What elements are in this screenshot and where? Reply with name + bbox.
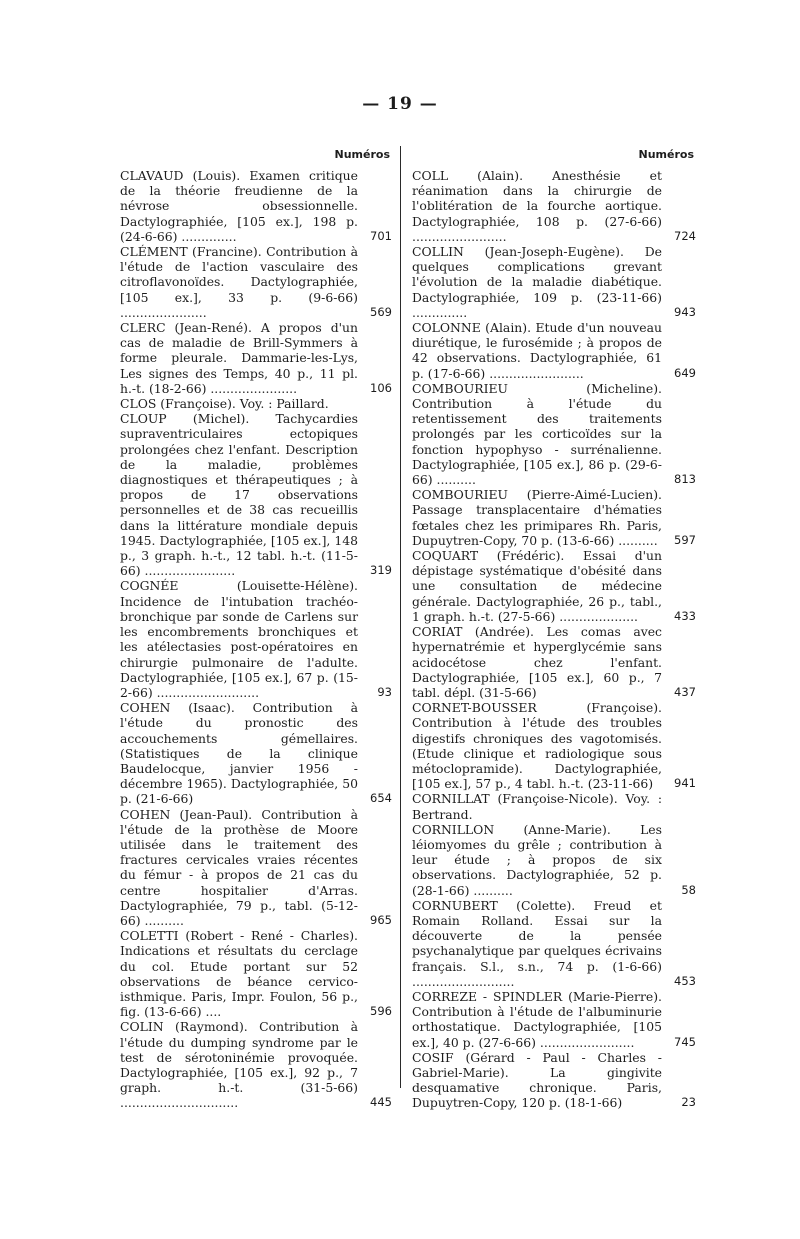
bibliography-entry (120, 928, 392, 1019)
entry-number: 437 (674, 684, 696, 699)
entry-number: 106 (370, 380, 392, 395)
bibliography-entry (120, 700, 392, 806)
entry-text: COGNÉE (Louisette-Hélène). Incidence de l'intubation trachéo-bronchique par sonde de Carlens sur les encombrements bronchiques et les atélectasies post-opératoires en chirurgie pulmonaire de l'adulte. Dactylographiée, [105 ex.], 67 p. (15-2-66) .......................... (120, 578, 358, 700)
entry-text: CLERC (Jean-René). A propos d'un cas de maladie de Brill-Symmers à forme pleurale. Dammarie-les-Lys, Les signes des Temps, 40 p., 11 pl. h.-t. (18-2-66) ...................... (120, 320, 358, 396)
bibliography-entry (412, 791, 696, 821)
column-divider (400, 146, 401, 1088)
page-number: — 19 — (362, 94, 438, 114)
entry-number: 596 (370, 1004, 392, 1019)
entry-number: 93 (377, 684, 392, 699)
entry-number: 453 (674, 973, 696, 988)
entry-number: 941 (674, 776, 696, 791)
entry-number: 745 (674, 1034, 696, 1049)
bibliography-entry (120, 168, 392, 244)
column-heading: Numéros (638, 148, 694, 161)
right-column (412, 142, 696, 1111)
entry-text: COHEN (Isaac). Contribution à l'étude du pronostic des accouchements gémellaires. (Statistiques de la clinique Baudelocque, janvier 1956 - décembre 1965). Dactylographiée, 50 p. (21-6-66) (120, 700, 358, 807)
bibliography-entry (412, 320, 696, 381)
bibliography-entry (120, 807, 392, 929)
bibliography-entry (412, 989, 696, 1050)
bibliography-entry (120, 396, 392, 411)
entry-text: CORNET-BOUSSER (Françoise). Contribution à l'étude des troubles digestifs chroniques des vagotomisés. (Etude clinique et radiologique sous métoclopramide). Dactylographiée, [105 ex.], 57 p., 4 tabl. h.-t. (23-11-66) (412, 700, 662, 792)
entry-text: COMBOURIEU (Micheline). Contribution à l'étude du retentissement des traitements prolongés par les corticoïdes sur la fonction hypophyso - surrénalienne. Dactylographiée, [105 ex.], 86 p. (29-6-66) .......... (412, 380, 662, 488)
bibliography-entry (412, 487, 696, 548)
entry-list (120, 168, 392, 1111)
bibliography-entry (120, 578, 392, 700)
bibliography-entry (120, 1019, 392, 1110)
entry-text: COLETTI (Robert - René - Charles). Indications et résultats du cerclage du col. Etude portant sur 52 observations de béance cervico-isthmique. Paris, Impr. Foulon, 56 p., fig. (13-6-66) .... (120, 928, 358, 1020)
entry-text: COLL (Alain). Anesthésie et réanimation dans la chirurgie de l'oblitération de la fourche aortique. Dactylographiée, 108 p. (27-6-66) ........................ (412, 168, 662, 244)
entry-number: 597 (674, 532, 696, 547)
bibliography-entry (412, 898, 696, 989)
entry-number: 654 (370, 791, 392, 806)
entry-text: CORNILLAT (Françoise-Nicole). Voy. : Bertrand. (412, 791, 662, 822)
entry-list (412, 168, 696, 1111)
entry-text: CORREZE - SPINDLER (Marie-Pierre). Contribution à l'étude de l'albuminurie orthostatique. Dactylographiée, [105 ex.], 40 p. (27-6-66) ........................ (412, 988, 662, 1050)
entry-text: CORIAT (Andrée). Les comas avec hypernatrémie et hyperglycémie sans acidocétose chez l'enfant. Dactylographiée, [105 ex.], 60 p., 7 tabl. dépl. (31-5-66) (412, 624, 662, 700)
entry-number: 433 (674, 608, 696, 623)
bibliography-entry (412, 244, 696, 320)
entry-text: CLOS (Françoise). Voy. : Paillard. (120, 396, 329, 412)
entry-text: COQUART (Frédéric). Essai d'un dépistage systématique d'obésité dans une consultation de médecine générale. Dactylographiée, 26 p., tabl., 1 graph. h.-t. (27-5-66) .................... (412, 548, 662, 624)
bibliography-entry (412, 624, 696, 700)
entry-number: 23 (681, 1095, 696, 1110)
entry-text: COLLIN (Jean-Joseph-Eugène). De quelques complications grevant l'évolution de la maladie diabétique. Dactylographiée, 109 p. (23-11-66) .............. (412, 244, 662, 320)
bibliography-entry (120, 320, 392, 396)
left-column (120, 142, 392, 1111)
entry-text: CLOUP (Michel). Tachycardies supraventriculaires ectopiques prolongées chez l'enfant. Description de la maladie, problèmes diagnostiques et thérapeutiques ; à propos de 17 observations personnelles et de 38 cas recueillis dans la littérature mondiale depuis 1945. Dactylographiée, [105 ex.], 148 p., 3 graph. h.-t., 12 tabl. h.-t. (11-5-66) ....................... (120, 411, 358, 579)
bibliography-entry (412, 548, 696, 624)
entry-text: CORNILLON (Anne-Marie). Les léiomyomes du grêle ; contribution à leur étude ; à propos de six observations. Dactylographiée, 52 p. (28-1-66) .......... (412, 821, 662, 898)
entry-number: 813 (674, 472, 696, 487)
column-heading: Numéros (334, 148, 390, 161)
entry-text: COMBOURIEU (Pierre-Aimé-Lucien). Passage transplacentaire d'hématies fœtales chez les primipares Rh. Paris, Dupuytren-Copy, 70 p. (13-6-66) .......... (412, 487, 662, 548)
entry-text: COLIN (Raymond). Contribution à l'étude du dumping syndrome par le test de sérotoninémie provoquée. Dactylographiée, [105 ex.], 92 p., 7 graph. h.-t. (31-5-66) .............................. (120, 1019, 358, 1111)
entry-number: 319 (370, 563, 392, 578)
entry-number: 58 (681, 882, 696, 897)
entry-number: 569 (370, 304, 392, 319)
entry-text: CORNUBERT (Colette). Freud et Romain Rolland. Essai sur la découverte de la pensée psychanalytique par quelques écrivains français. S.l., s.n., 74 p. (1-6-66) .......................... (412, 897, 662, 989)
bibliography-entry (120, 411, 392, 578)
bibliography-entry (412, 168, 696, 244)
bibliography-entry (412, 381, 696, 487)
entry-number: 965 (370, 912, 392, 927)
entry-text: COSIF (Gérard - Paul - Charles - Gabriel-Marie). La gingivite desquamative chronique. Paris, Dupuytren-Copy, 120 p. (18-1-66) (412, 1049, 662, 1111)
entry-text: CLÉMENT (Francine). Contribution à l'étude de l'action vasculaire des citroflavonoïdes. Dactylographiée, [105 ex.], 33 p. (9-6-66) ...................... (120, 244, 358, 320)
entry-number: 943 (674, 304, 696, 319)
bibliography-entry (412, 700, 696, 791)
entry-number: 724 (674, 228, 696, 243)
entry-text: CLAVAUD (Louis). Examen critique de la théorie freudienne de la névrose obsessionnelle. Dactylographiée, [105 ex.], 198 p. (24-6-66) .............. (120, 168, 358, 244)
bibliography-entry (412, 822, 696, 898)
bibliography-entry (120, 244, 392, 320)
entry-number: 445 (370, 1095, 392, 1110)
entry-text: COLONNE (Alain). Etude d'un nouveau diurétique, le furosémide ; à propos de 42 observations. Dactylographiée, 61 p. (17-6-66) ........................ (412, 320, 662, 381)
entry-number: 649 (674, 365, 696, 380)
entry-text: COHEN (Jean-Paul). Contribution à l'étude de la prothèse de Moore utilisée dans le traitement des fractures cervicales vraies récentes du fémur - à propos de 21 cas du centre hospitalier d'Arras. Dactylographiée, 79 p., tabl. (5-12-66) .......... (120, 806, 358, 928)
entry-number: 701 (370, 228, 392, 243)
bibliography-entry (412, 1050, 696, 1111)
